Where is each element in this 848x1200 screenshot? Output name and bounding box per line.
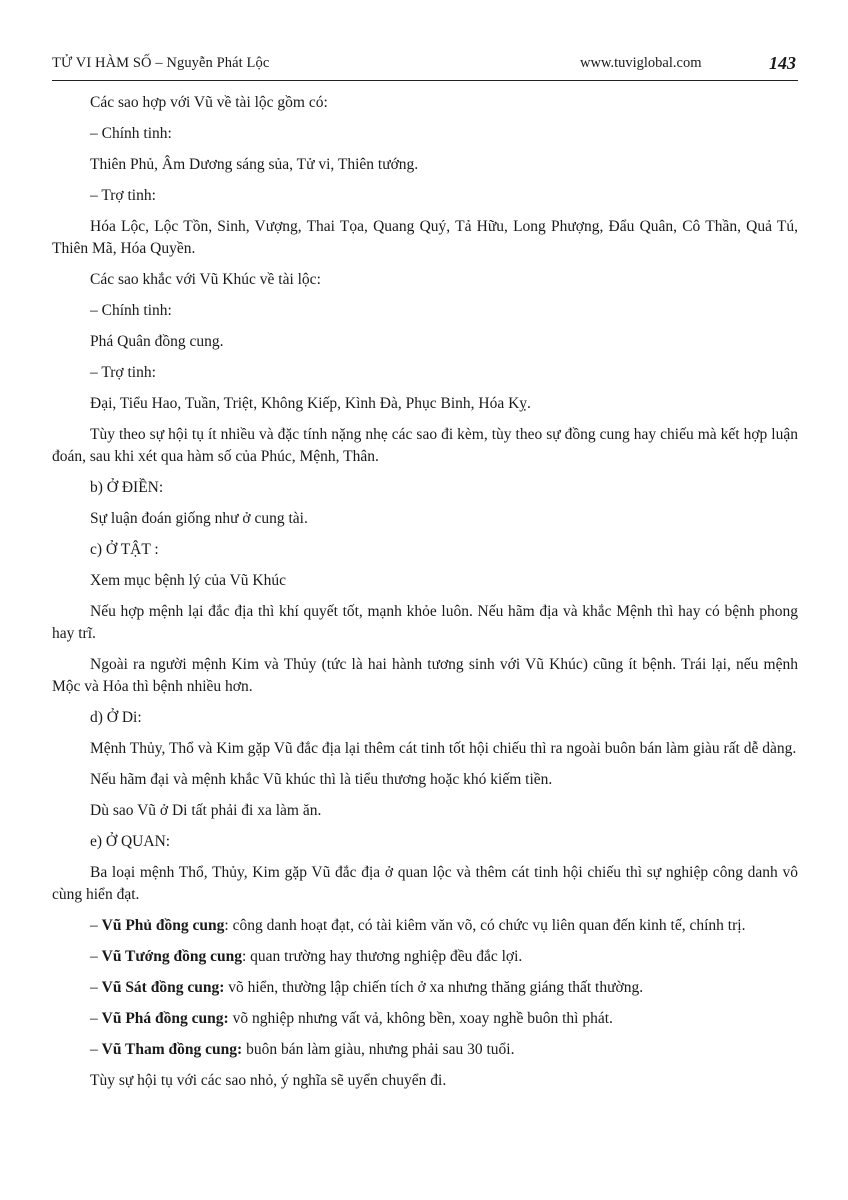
list-label: – Trợ tinh:: [90, 187, 156, 204]
list-item: [90, 1039, 798, 1061]
list-dash: –: [90, 1010, 102, 1027]
paragraph: Phá Quân đồng cung.: [90, 333, 224, 350]
section-heading: b) Ở ĐIỀN:: [90, 479, 164, 496]
paragraph: Sự luận đoán giống như ở cung tài.: [90, 510, 308, 527]
list-label: – Chính tinh:: [90, 302, 172, 319]
paragraph: Hóa Lộc, Lộc Tồn, Sinh, Vượng, Thai Tọa, Quang Quý, Tả Hữu, Long Phượng, Đẩu Quân, Cô Thần, Quả Tú, Thiên Mã, Hóa Quyền.: [52, 218, 798, 257]
page-header: [52, 50, 798, 81]
paragraph: Ngoài ra người mệnh Kim và Thủy (tức là hai hành tương sinh với Vũ Khúc) cũng ít bệnh. Trái lại, nếu mệnh Mộc và Hỏa thì bệnh nhiều hơn.: [52, 656, 798, 695]
paragraph: Các sao khắc với Vũ Khúc về tài lộc:: [90, 271, 321, 288]
list-item: [52, 915, 798, 937]
list-item-title: Vũ Phủ đồng cung: [101, 917, 225, 934]
paragraph: Tùy theo sự hội tụ ít nhiều và đặc tính nặng nhẹ các sao đi kèm, tùy theo sự đồng cung hay chiếu mà kết hợp luận đoán, sau khi xét qua hàm số của Phúc, Mệnh, Thân.: [52, 426, 798, 465]
list-item-title: Vũ Phá đồng cung:: [101, 1010, 229, 1027]
list-dash: –: [90, 979, 102, 996]
paragraph: Ba loại mệnh Thổ, Thủy, Kim gặp Vũ đắc địa ở quan lộc và thêm cát tinh hội chiếu thì sự nghiệp công danh vô cùng hiển đạt.: [52, 864, 798, 903]
section-heading: d) Ở Di:: [90, 709, 142, 726]
paragraph: Dù sao Vũ ở Di tất phải đi xa làm ăn.: [90, 802, 322, 819]
list-item-title: Vũ Tướng đồng cung: [101, 948, 242, 965]
website-url: www.tuviglobal.com: [580, 55, 702, 71]
list-label: – Trợ tinh:: [90, 364, 156, 381]
paragraph: Các sao hợp với Vũ về tài lộc gồm có:: [90, 94, 328, 111]
list-label: – Chính tinh:: [90, 125, 172, 142]
book-title: TỬ VI HÀM SỐ – Nguyễn Phát Lộc: [52, 55, 270, 71]
list-item-title: Vũ Tham đồng cung:: [101, 1041, 243, 1058]
paragraph: Xem mục bệnh lý của Vũ Khúc: [90, 572, 286, 589]
section-heading: e) Ở QUAN:: [90, 833, 171, 850]
list-dash: –: [90, 1041, 102, 1058]
page-body: [52, 92, 798, 1101]
section-heading: c) Ở TẬT :: [90, 541, 159, 558]
list-dash: –: [90, 917, 102, 934]
list-dash: –: [90, 948, 102, 965]
list-item: [90, 1008, 798, 1030]
paragraph: Nếu hợp mệnh lại đắc địa thì khí quyết tốt, mạnh khỏe luôn. Nếu hãm địa và khắc Mệnh thì hay có bệnh phong hay trĩ.: [52, 603, 798, 642]
paragraph: Thiên Phủ, Âm Dương sáng sủa, Tử vi, Thiên tướng.: [90, 156, 419, 173]
list-item-text: võ hiển, thường lập chiến tích ở xa nhưng thăng giáng thất thường.: [224, 979, 644, 996]
paragraph: Đại, Tiểu Hao, Tuần, Triệt, Không Kiếp, Kình Đà, Phục Binh, Hóa Kỵ.: [90, 395, 531, 412]
list-item-text: buôn bán làm giàu, nhưng phải sau 30 tuổi.: [242, 1041, 515, 1058]
list-item-text: : quan trường hay thương nghiệp đều đắc lợi.: [242, 948, 523, 965]
list-item-text: : công danh hoạt đạt, có tài kiêm văn võ, có chức vụ liên quan đến kinh tế, chính trị.: [224, 917, 746, 934]
list-item: [90, 977, 798, 999]
paragraph: Nếu hãm đại và mệnh khắc Vũ khúc thì là tiểu thương hoặc khó kiếm tiền.: [90, 771, 553, 788]
list-item-title: Vũ Sát đồng cung:: [101, 979, 225, 996]
page-number: 143: [769, 53, 796, 73]
paragraph: Mệnh Thủy, Thổ và Kim gặp Vũ đắc địa lại thêm cát tinh tốt hội chiếu thì ra ngoài buôn bán làm giàu rất dễ dàng.: [90, 740, 797, 757]
list-item-text: võ nghiệp nhưng vất vả, không bền, xoay nghề buôn thì phát.: [228, 1010, 613, 1027]
list-item: [90, 946, 798, 968]
paragraph: Tùy sự hội tụ với các sao nhỏ, ý nghĩa sẽ uyển chuyển đi.: [90, 1072, 447, 1089]
